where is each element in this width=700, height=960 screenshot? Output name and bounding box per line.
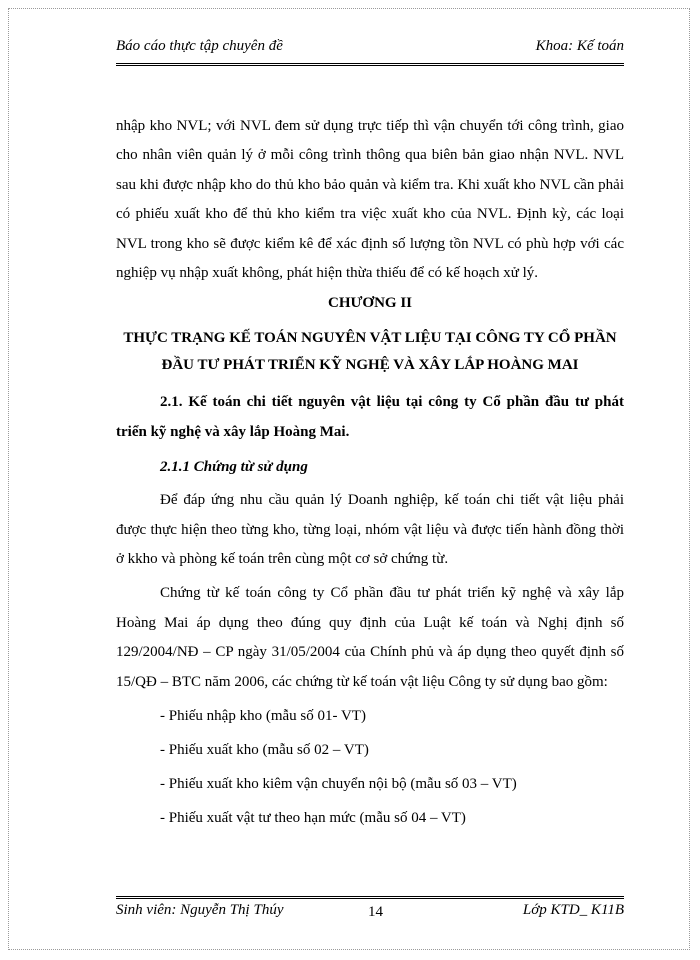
list-item: - Phiếu xuất vật tư theo hạn mức (mẫu số 04 – VT) [160, 810, 466, 827]
section-heading: 2.1. Kế toán chi tiết nguyên vật liệu tại công ty Cổ phần đầu tư phát triển kỹ nghệ và xây lắp Hoàng Mai. [116, 394, 624, 440]
document-list [116, 702, 624, 833]
page-header [116, 38, 624, 60]
paragraph-requirements: Để đáp ứng nhu cầu quản lý Doanh nghiệp, kế toán chi tiết vật liệu phải được thực hiện theo từng kho, từng loại, nhóm vật liệu và được tiến hành đồng thời ở kkho và phòng kế toán trên cùng một cơ sở chứng từ. [116, 492, 624, 568]
chapter-title: THỰC TRẠNG KẾ TOÁN NGUYÊN VẬT LIỆU TẠI CÔNG TY CỔ PHẦN ĐẦU TƯ PHÁT TRIỂN KỸ NGHỆ VÀ XÂY LẮP HOÀNG MAI [123, 330, 617, 374]
subsection-heading: 2.1.1 Chứng từ sử dụng [160, 459, 308, 476]
list-item: - Phiếu xuất kho (mẫu số 02 – VT) [160, 742, 369, 759]
header-report-title: Báo cáo thực tập chuyên đề [116, 38, 283, 54]
footer-rule [116, 896, 624, 899]
list-item: - Phiếu xuất kho kiêm vận chuyển nội bộ (mẫu số 03 – VT) [160, 776, 517, 793]
page-number: 14 [368, 904, 383, 920]
page-footer [116, 902, 624, 924]
paragraph-continuation: nhập kho NVL; với NVL đem sử dụng trực tiếp thì vận chuyển tới công trình, giao cho nhân viên quản lý ở mỗi công trình thông qua biên bản giao nhận NVL. NVL sau khi được nhập kho do thủ kho bảo quản và kiểm tra. Khi xuất kho NVL cần phải có phiếu xuất kho để thủ kho kiểm tra việc xuất kho của NVL. Định kỳ, các loại NVL trong kho sẽ được kiểm kê để xác định số lượng tồn NVL có phù hợp với các nghiệp vụ nhập xuất không, phát hiện thừa thiếu để có kế hoạch xử lý. [116, 118, 624, 282]
paragraph-documents: Chứng từ kế toán công ty Cổ phần đầu tư phát triển kỹ nghệ và xây lắp Hoàng Mai áp dụng theo đúng quy định của Luật kế toán và Nghị định số 129/2004/NĐ – CP ngày 31/05/2004 của Chính phủ và áp dụng theo quyết định số 15/QĐ – BTC năm 2006, các chứng từ kế toán vật liệu Công ty sử dụng bao gồm: [116, 585, 624, 690]
footer-class: Lớp KTD_ K11B [522, 902, 624, 918]
chapter-heading: CHƯƠNG II [327, 295, 413, 312]
header-rule [116, 63, 624, 66]
list-item: - Phiếu nhập kho (mẫu số 01- VT) [160, 708, 366, 725]
page-body [116, 112, 624, 833]
footer-student-name: Sinh viên: Nguyễn Thị Thúy [116, 902, 284, 918]
header-faculty: Khoa: Kế toán [535, 38, 624, 54]
